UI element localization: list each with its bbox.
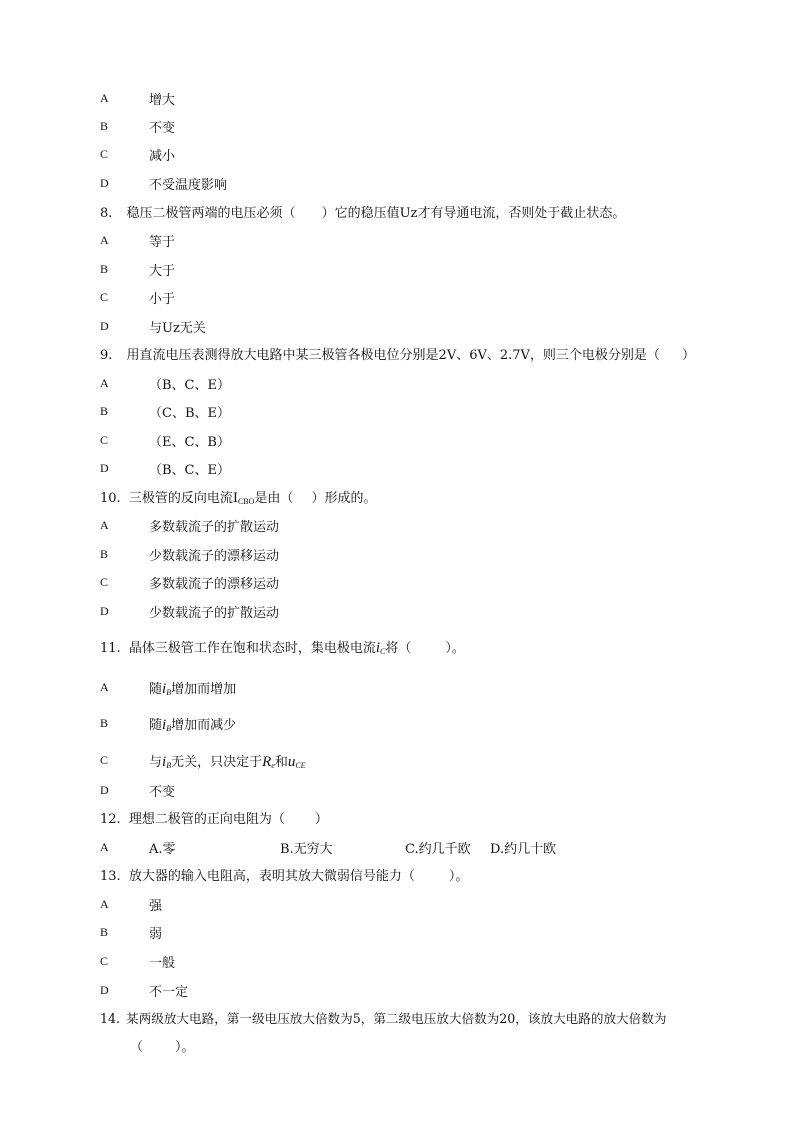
option-text-mid: 和 [274,755,288,770]
option-text: 不受温度影响 [149,178,228,193]
option-text: 不变 [149,121,176,136]
option-letter: C [100,290,109,304]
option-text: 小于 [149,292,176,307]
option-text-pre: 随 [149,682,163,697]
option-text: 增大 [149,93,176,108]
subscript: C [380,647,386,656]
option-text: （B、C、E） [149,378,230,393]
current-variable: i [162,717,167,733]
subscript: B [166,724,172,733]
question-14-continuation [130,1036,195,1055]
option-text: 与Uz无关 [149,321,206,336]
question-number: 9. [100,348,113,363]
option-text: 减小 [149,149,176,164]
option-letter: C [100,433,109,447]
option-text: 大于 [149,264,176,279]
option-letter: A [100,897,109,911]
option-letter: A [100,518,109,532]
question-number: 12. [100,812,121,827]
question-11 [100,637,465,657]
option-letter: A [100,91,109,105]
option-text: 弱 [149,927,163,942]
option-letter: C [100,575,109,589]
option-text: 等于 [149,235,176,250]
option-letter: B [100,925,109,939]
option-row [0,836,793,858]
option-text [149,714,236,734]
option-letter: A [100,233,109,247]
option-letter: B [100,119,109,133]
question-number: 13. [100,869,121,884]
question-10 [100,487,376,506]
option-letter: A [100,680,109,694]
option-letter: B [100,547,109,561]
resistance-variable: R [262,754,272,770]
current-variable: i [162,681,167,697]
question-number: 8. [100,206,113,221]
question-close: ）。 [445,641,465,656]
option-text: 多数载流子的漂移运动 [149,577,280,592]
option-letter: B [100,262,109,276]
question-number: 11. [100,641,121,656]
question-number: 10. [100,491,121,506]
subscript: B [166,761,172,770]
option-letter: D [100,983,109,997]
choice-b: B.无穷大 [280,842,333,857]
option-text [149,751,306,771]
option-text: （C、B、E） [149,406,230,421]
current-variable: i [375,640,381,656]
choice-a: A.零 [149,842,176,857]
subscript: CBO [237,497,255,506]
option-letter: D [100,176,109,190]
option-text: 强 [149,899,163,914]
option-letter: C [100,954,109,968]
option-text-pre: 与 [149,755,163,770]
option-letter: B [100,716,109,730]
question-13 [100,865,468,884]
option-text-post: 增加而减少 [171,718,237,733]
question-text: 理想二极管的正向电阻为（ [128,812,285,827]
question-14 [100,1008,666,1027]
option-letter: D [100,783,109,797]
option-text: 不一定 [149,985,189,1000]
option-text-post: 无关，只决定于 [171,755,263,770]
voltage-variable: u [287,754,296,770]
question-number: 14. [100,1011,121,1026]
option-text-pre: 随 [149,718,163,733]
subscript: B [166,688,172,697]
subscript: CE [295,761,306,770]
option-text: 少数载流子的漂移运动 [149,549,280,564]
question-text-after: 将（ [385,641,412,656]
option-text: （E、C、B） [149,435,230,450]
question-text-after: ）它的稳压值Uz才有导通电流，否则处于截止状态。 [321,206,626,221]
option-text: 少数载流子的扩散运动 [149,606,280,621]
option-letter: C [100,147,109,161]
question-text: 稳压二极管两端的电压必须（ [126,206,296,221]
option-text-post: 增加而增加 [171,682,237,697]
option-text: 多数载流子的扩散运动 [149,520,280,535]
question-close: ）。 [448,869,469,884]
question-text: 放大器的输入电阻高，表明其放大微弱信号能力（ [128,869,415,884]
current-variable: i [162,754,167,770]
option-text: 不变 [149,785,176,800]
question-open: （ [130,1040,144,1055]
option-letter: B [100,404,109,418]
choice-c: C.约几千欧 [405,842,471,857]
option-letter: D [100,461,109,475]
option-text: （B、C、E） [149,463,230,478]
question-close: ） [314,812,328,827]
question-8 [100,202,625,221]
option-text: 一般 [149,956,176,971]
question-12 [100,808,328,827]
option-letter: D [100,604,109,618]
question-close: ）。 [175,1040,195,1055]
option-text [149,678,236,698]
option-letter: A [100,840,109,854]
question-close: ）形成的。 [311,491,377,506]
question-text-after: 是由（ [254,491,294,506]
option-letter: D [100,319,109,333]
option-letter: A [100,376,109,390]
choice-d: D.约几十欧 [490,842,557,857]
question-text: 某两级放大电路，第一级电压放大倍数为5，第二级电压放大倍数为20，该放大电路的放大倍数为 [126,1011,667,1026]
question-9 [100,344,695,363]
question-text: 三极管的反向电流I [128,491,238,506]
subscript: e [271,761,275,770]
question-text: 用直流电压表测得放大电路中某三极管各极电位分别是2V、6V、2.7V，则三个电极分别是（ [126,348,660,363]
option-letter: C [100,753,109,767]
question-close: ） [681,348,695,363]
question-text: 晶体三极管工作在饱和状态时，集电极电流 [128,641,376,656]
